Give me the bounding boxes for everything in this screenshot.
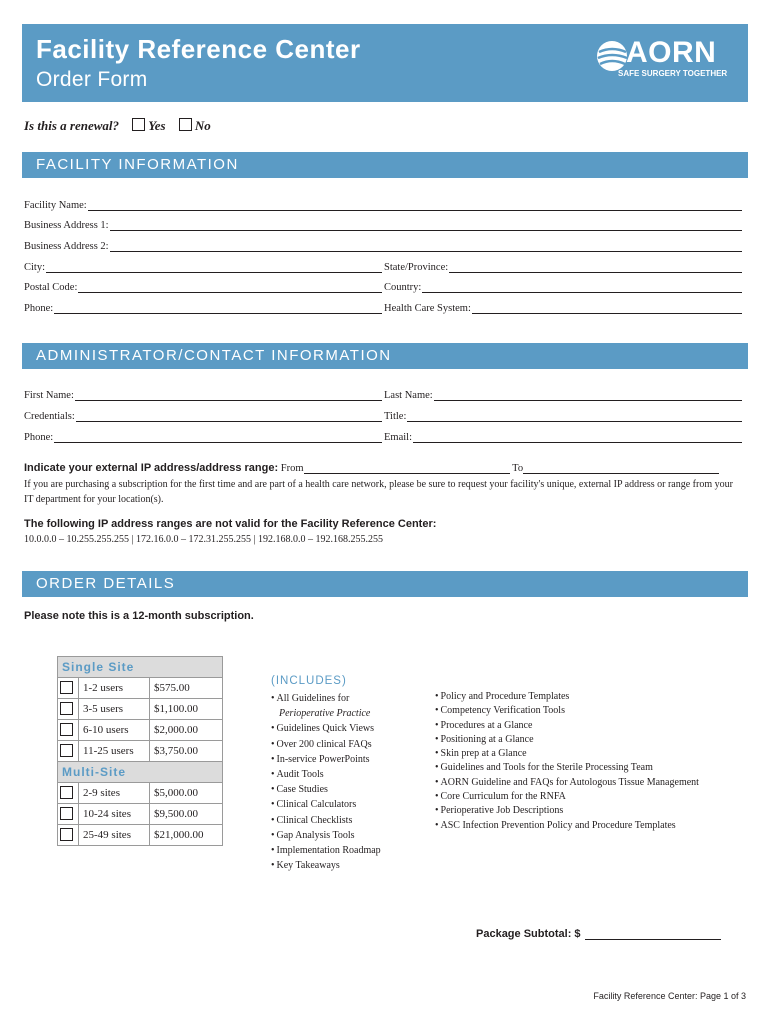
- business-address-1-field[interactable]: [24, 217, 742, 231]
- ip-to-label: To: [512, 463, 524, 474]
- multi-site-option-3-checkbox[interactable]: [60, 828, 73, 841]
- credentials-field[interactable]: [24, 408, 382, 422]
- list-item: • In-service PowerPoints: [271, 752, 421, 767]
- form-subtitle: Order Form: [36, 68, 148, 91]
- pricing-table: [57, 656, 223, 846]
- list-item: • Skin prep at a Glance: [435, 747, 745, 761]
- list-item: • Core Curriculum for the RNFA: [435, 790, 745, 804]
- includes-heading: (INCLUDES): [271, 675, 347, 687]
- single-site-header: Single Site: [58, 657, 223, 678]
- list-item: • Clinical Calculators: [271, 797, 421, 812]
- subtotal-label: Package Subtotal: $: [476, 928, 581, 940]
- title-field[interactable]: [384, 408, 742, 422]
- list-item: • Clinical Checklists: [271, 813, 421, 828]
- list-item: • Over 200 clinical FAQs: [271, 737, 421, 752]
- ip-to-field[interactable]: [523, 463, 719, 474]
- table-row: [58, 825, 223, 846]
- address2-row: [24, 238, 742, 254]
- plan-price: $9,500.00: [150, 804, 223, 825]
- address2-label: Business Address 2:: [24, 241, 109, 252]
- address1-label: Business Address 1:: [24, 220, 109, 231]
- city-label: City:: [24, 262, 46, 273]
- phone-row: [24, 300, 742, 316]
- list-item: • Positioning at a Glance: [435, 733, 745, 747]
- form-title: Facility Reference Center: [36, 34, 361, 64]
- ip-range-row: [24, 462, 744, 474]
- includes-first-main: All Guidelines for: [276, 693, 350, 704]
- includes-list-2: [435, 690, 745, 833]
- list-item: • AORN Guideline and FAQs for Autologous Tissue Management: [435, 776, 745, 790]
- admin-phone-field[interactable]: [24, 429, 382, 443]
- single-site-option-1-checkbox[interactable]: [60, 681, 73, 694]
- plan-price: $3,750.00: [150, 741, 223, 762]
- health-system-label: Health Care System:: [384, 303, 471, 314]
- table-row: [58, 720, 223, 741]
- single-site-option-2-checkbox[interactable]: [60, 702, 73, 715]
- health-care-system-field[interactable]: [384, 300, 742, 314]
- business-address-2-field[interactable]: [24, 238, 742, 252]
- plan-price: $575.00: [150, 678, 223, 699]
- list-item: • Competency Verification Tools: [435, 704, 745, 718]
- list-item: • Procedures at a Glance: [435, 719, 745, 733]
- ip-question: Indicate your external IP address/address range:: [24, 462, 279, 474]
- multi-site-option-1-checkbox[interactable]: [60, 786, 73, 799]
- plan-users: 10-24 sites: [79, 804, 150, 825]
- plan-users: 6-10 users: [79, 720, 150, 741]
- includes-list-1: [271, 691, 421, 873]
- list-item: • Perioperative Job Descriptions: [435, 804, 745, 818]
- list-item: • Guidelines and Tools for the Sterile Processing Team: [435, 761, 745, 775]
- name-row: [24, 387, 742, 403]
- plan-users: 2-9 sites: [79, 783, 150, 804]
- facility-section-header: [22, 152, 748, 178]
- facility-heading: FACILITY INFORMATION: [36, 156, 239, 173]
- first-name-field[interactable]: [24, 387, 382, 401]
- list-item: • Key Takeaways: [271, 858, 421, 873]
- credentials-row: [24, 408, 742, 424]
- plan-users: 1-2 users: [79, 678, 150, 699]
- renewal-question: [24, 118, 211, 134]
- facility-name-label: Facility Name:: [24, 200, 87, 211]
- table-row: [58, 741, 223, 762]
- admin-heading: ADMINISTRATOR/CONTACT INFORMATION: [36, 347, 392, 364]
- aorn-logo: [596, 36, 734, 88]
- form-header: [22, 24, 748, 102]
- order-heading: ORDER DETAILS: [36, 575, 176, 592]
- list-item: • Gap Analysis Tools: [271, 828, 421, 843]
- list-item: • Guidelines Quick Views: [271, 721, 421, 736]
- logo-tagline: SAFE SURGERY TOGETHER: [618, 69, 728, 78]
- ip-from-label: From: [280, 463, 304, 474]
- facility-name-row: [24, 197, 742, 213]
- address1-row: [24, 217, 742, 233]
- list-item: [271, 691, 421, 721]
- plan-users: 25-49 sites: [79, 825, 150, 846]
- facility-phone-field[interactable]: [24, 300, 382, 314]
- ip-note: If you are purchasing a subscription for the first time and are part of a health care network, please be sure to request your facility's unique, external IP address or range from your IT department for your location(s).: [24, 479, 733, 505]
- country-field[interactable]: [384, 279, 742, 293]
- state-label: State/Province:: [384, 262, 449, 273]
- postal-label: Postal Code:: [24, 282, 78, 293]
- ip-from-field[interactable]: [304, 463, 510, 474]
- table-row: [58, 699, 223, 720]
- email-field[interactable]: [384, 429, 742, 443]
- plan-users: 3-5 users: [79, 699, 150, 720]
- includes-first-sub: Perioperative Practice: [279, 708, 371, 720]
- plan-users: 11-25 users: [79, 741, 150, 762]
- subtotal-field[interactable]: [585, 928, 721, 940]
- list-item: • Audit Tools: [271, 767, 421, 782]
- table-row: [58, 804, 223, 825]
- logo-brand: AORN: [626, 36, 717, 69]
- list-item: • Implementation Roadmap: [271, 843, 421, 858]
- country-label: Country:: [384, 282, 422, 293]
- plan-price: $2,000.00: [150, 720, 223, 741]
- state-field[interactable]: [384, 259, 742, 273]
- invalid-ranges-list: 10.0.0.0 – 10.255.255.255 | 172.16.0.0 – 172.31.255.255 | 192.168.0.0 – 192.168.255.255: [24, 534, 384, 545]
- single-site-option-3-checkbox[interactable]: [60, 723, 73, 736]
- plan-price: $21,000.00: [150, 825, 223, 846]
- renewal-no-label: No: [194, 118, 211, 133]
- list-item: • ASC Infection Prevention Policy and Procedure Templates: [435, 819, 745, 833]
- renewal-no-checkbox[interactable]: [179, 118, 192, 131]
- admin-section-header: [22, 343, 748, 369]
- renewal-yes-label: Yes: [148, 118, 166, 133]
- admin-phone-label: Phone:: [24, 432, 54, 443]
- multi-site-header: Multi-Site: [58, 762, 223, 783]
- city-row: [24, 259, 742, 275]
- list-item: • Policy and Procedure Templates: [435, 690, 745, 704]
- facility-name-field[interactable]: [24, 197, 742, 211]
- single-site-option-4-checkbox[interactable]: [60, 744, 73, 757]
- postal-code-field[interactable]: [24, 279, 382, 293]
- list-item: • Case Studies: [271, 782, 421, 797]
- city-field[interactable]: [24, 259, 382, 273]
- table-row: [58, 678, 223, 699]
- multi-site-option-2-checkbox[interactable]: [60, 807, 73, 820]
- title-label: Title:: [384, 411, 407, 422]
- invalid-ranges-heading: The following IP address ranges are not valid for the Facility Reference Center:: [24, 518, 437, 530]
- renewal-label: Is this a renewal?: [24, 118, 119, 133]
- table-row: [58, 783, 223, 804]
- facility-phone-label: Phone:: [24, 303, 54, 314]
- plan-price: $5,000.00: [150, 783, 223, 804]
- postal-row: [24, 279, 742, 295]
- credentials-label: Credentials:: [24, 411, 75, 422]
- package-subtotal: [476, 928, 721, 940]
- page-footer: Facility Reference Center: Page 1 of 3: [593, 991, 746, 1001]
- email-label: Email:: [384, 432, 412, 443]
- first-name-label: First Name:: [24, 390, 74, 401]
- plan-price: $1,100.00: [150, 699, 223, 720]
- last-name-label: Last Name:: [384, 390, 433, 401]
- renewal-yes-checkbox[interactable]: [132, 118, 145, 131]
- last-name-field[interactable]: [384, 387, 742, 401]
- contact-row: [24, 429, 742, 445]
- subscription-note: Please note this is a 12-month subscription.: [24, 610, 254, 622]
- order-section-header: [22, 571, 748, 597]
